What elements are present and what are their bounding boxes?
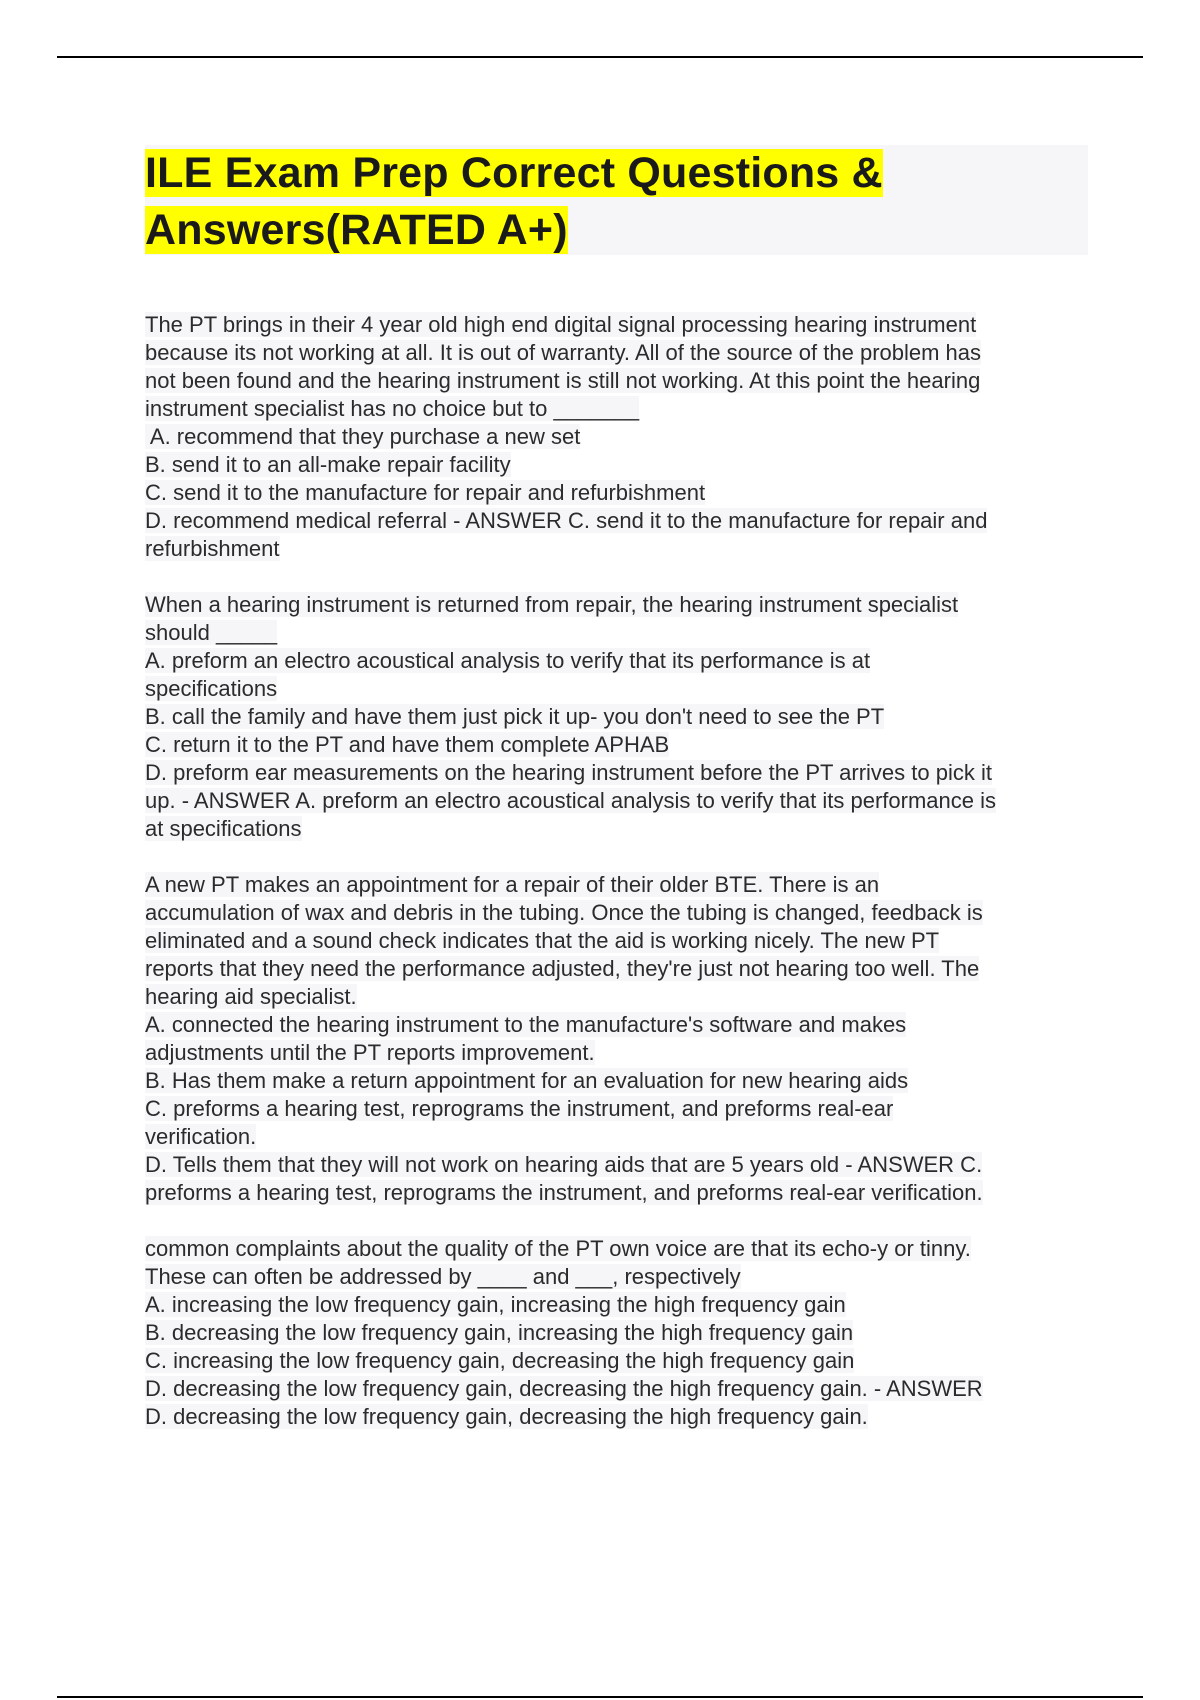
option-line: specifications [145, 676, 278, 701]
option-line: A. recommend that they purchase a new set [145, 424, 581, 449]
header-rule [57, 56, 1143, 58]
question-line: instrument specialist has no choice but to _______ [145, 396, 640, 421]
document-title [145, 145, 1088, 259]
option-line: A. increasing the low frequency gain, increasing the high frequency gain [145, 1292, 846, 1317]
option-line: C. preforms a hearing test, reprograms the instrument, and preforms real-ear [145, 1096, 894, 1121]
option-line: C. increasing the low frequency gain, decreasing the high frequency gain [145, 1348, 855, 1373]
option-line: B. send it to an all-make repair facility [145, 452, 511, 477]
option-line: adjustments until the PT reports improvement. [145, 1040, 595, 1065]
answer-line: refurbishment [145, 536, 280, 561]
question-line: should _____ [145, 620, 278, 645]
footer-rule [57, 1696, 1143, 1698]
question-block-4 [145, 1235, 1090, 1431]
answer-line: D. recommend medical referral - ANSWER C. send it to the manufacture for repair and [145, 508, 988, 533]
question-block-3 [145, 871, 1090, 1207]
document-body [145, 311, 1090, 1459]
title-block [145, 145, 1088, 255]
answer-line: up. - ANSWER A. preform an electro acoustical analysis to verify that its performance is [145, 788, 997, 813]
question-line: common complaints about the quality of the PT own voice are that its echo-y or tinny. [145, 1236, 971, 1261]
question-block-1 [145, 311, 1090, 563]
question-line: These can often be addressed by ____ and ___, respectively [145, 1264, 741, 1289]
answer-line: D. Tells them that they will not work on hearing aids that are 5 years old - ANSWER C. [145, 1152, 983, 1177]
answer-line: D. decreasing the low frequency gain, decreasing the high frequency gain. - ANSWER [145, 1376, 983, 1401]
question-line: eliminated and a sound check indicates that the aid is working nicely. The new PT [145, 928, 940, 953]
title-line-2: Answers(RATED A+) [145, 206, 568, 254]
question-line: accumulation of wax and debris in the tubing. Once the tubing is changed, feedback is [145, 900, 983, 925]
answer-line: D. decreasing the low frequency gain, decreasing the high frequency gain. [145, 1404, 868, 1429]
question-line: When a hearing instrument is returned from repair, the hearing instrument specialist [145, 592, 959, 617]
question-block-2 [145, 591, 1090, 843]
answer-line: preforms a hearing test, reprograms the instrument, and preforms real-ear verification. [145, 1180, 983, 1205]
question-line: reports that they need the performance adjusted, they're just not hearing too well. The [145, 956, 980, 981]
option-line: A. preform an electro acoustical analysis to verify that its performance is at [145, 648, 871, 673]
title-line-1: ILE Exam Prep Correct Questions & [145, 149, 883, 197]
option-line: B. decreasing the low frequency gain, increasing the high frequency gain [145, 1320, 854, 1345]
question-line: because its not working at all. It is out of warranty. All of the source of the problem has [145, 340, 982, 365]
option-line: A. connected the hearing instrument to the manufacture's software and makes [145, 1012, 907, 1037]
option-line: B. call the family and have them just pick it up- you don't need to see the PT [145, 704, 885, 729]
question-line: not been found and the hearing instrument is still not working. At this point the hearing [145, 368, 981, 393]
option-line: C. send it to the manufacture for repair and refurbishment [145, 480, 706, 505]
question-line: The PT brings in their 4 year old high end digital signal processing hearing instrument [145, 312, 977, 337]
option-line: C. return it to the PT and have them complete APHAB [145, 732, 670, 757]
question-line: A new PT makes an appointment for a repair of their older BTE. There is an [145, 872, 880, 897]
answer-line: at specifications [145, 816, 302, 841]
question-line: hearing aid specialist. [145, 984, 357, 1009]
option-line: verification. [145, 1124, 257, 1149]
option-line: D. preform ear measurements on the hearing instrument before the PT arrives to pick it [145, 760, 992, 785]
option-line: B. Has them make a return appointment for an evaluation for new hearing aids [145, 1068, 909, 1093]
